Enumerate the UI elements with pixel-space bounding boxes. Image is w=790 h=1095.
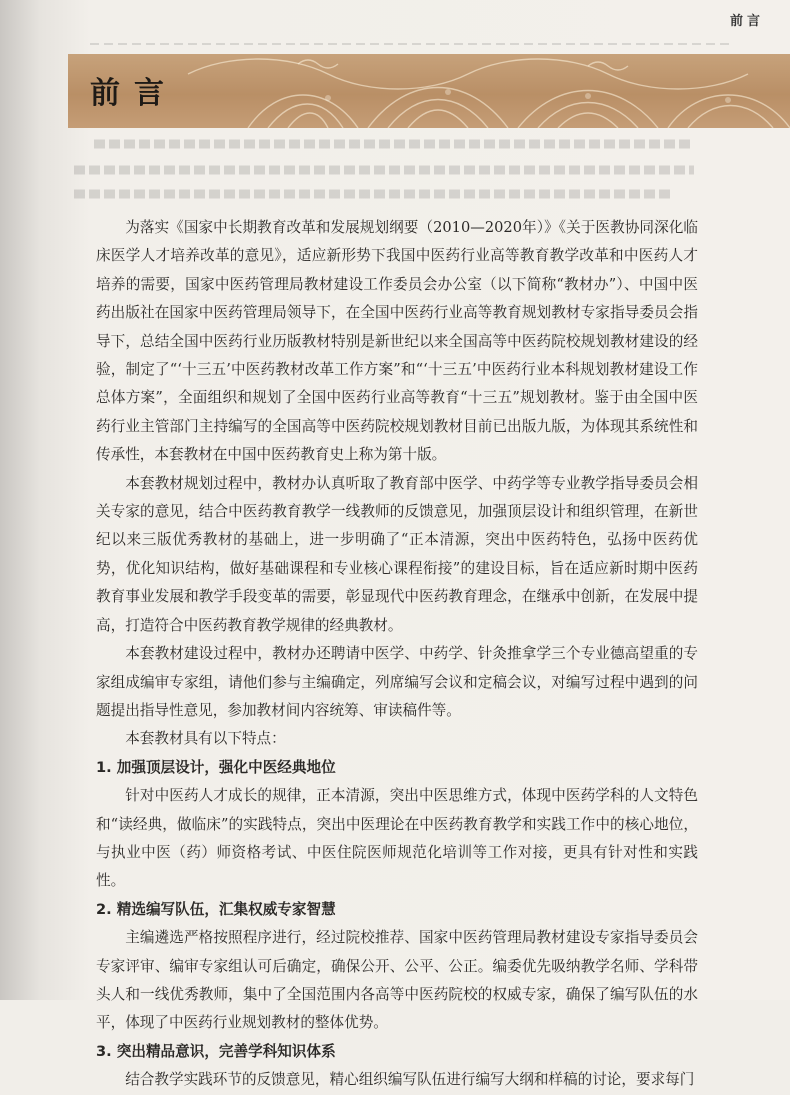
paragraph: 本套教材具有以下特点：	[125, 730, 286, 748]
section-heading: 2. 精选编写队伍，汇集权威专家智慧	[96, 900, 336, 918]
paragraph: 为落实《国家中长期教育改革和发展规划纲要（2010—2020年）》《关于医教协同深化临床医学人才培养改革的意见》，适应新形势下我国中医药行业高等教育教学改革和中医药人才培养的需要，国家中医药管理局教材建设工作委员会办公室（以下简称“教材办”）、中国中医药出版社在国家中医药管理局领导下，在全国中医药行业高等教育规划教材专家指导委员会指导下，总结全国中医药行业历版教材特别是新世纪以来全国高等中医药院校规划教材建设的经验，制定了“‘十三五’中医药教材改革工作方案”和“‘十三五’中医药行业本科规划教材建设工作总体方案”，全面组织和规划了全国中医药行业高等教育“十三五”规划教材。鉴于由全国中医药行业主管部门主持编写的全国高等中医药院校规划教材目前已出版九版，为体现其系统性和传承性，本套教材在中国中医药教育史上称为第十版。	[96, 219, 698, 464]
running-head: 前言	[729, 14, 764, 29]
paragraph: 本套教材规划过程中，教材办认真听取了教育部中医学、中药学等专业教学指导委员会相关专家的意见，结合中医药教育教学一线教师的反馈意见，加强顶层设计和组织管理，在新世纪以来三版优秀教材的基础上，进一步明确了“正本清源，突出中医药特色，弘扬中医药优势，优化知识结构，做好基础课程和专业核心课程衔接”的建设目标，旨在适应新时期中医药教育事业发展和教学手段变革的需要，彰显现代中医药教育理念，在继承中创新，在发展中提高，打造符合中医药教育教学规律的经典教材。	[96, 474, 698, 634]
preface-banner	[68, 54, 790, 128]
paragraph: 主编遴选严格按照程序进行，经过院校推荐、国家中医药管理局教材建设专家指导委员会专家评审、编审专家组认可后确定，确保公开、公平、公正。编委优先吸纳教学名师、学科带头人和一线优秀教师，集中了全国范围内各高等中医药院校的权威专家，确保了编写队伍的水平，体现了中医药行业规划教材的整体优势。	[96, 929, 698, 1032]
bleed-through-decoration	[74, 136, 714, 206]
bleed-through-decoration	[90, 36, 730, 52]
paragraph: 本套教材建设过程中，教材办还聘请中医学、中药学、针灸推拿学三个专业德高望重的专家组成编审专家组，请他们参与主编确定，列席编写会议和定稿会议，对编写过程中遇到的问题提出指导性意见，参加教材间内容统筹、审读稿件等。	[96, 645, 698, 719]
paragraph: 结合教学实践环节的反馈意见，精心组织编写队伍进行编写大纲和样稿的讨论，要求每门	[125, 1071, 695, 1089]
paragraph: 针对中医药人才成长的规律，正本清源，突出中医思维方式，体现中医药学科的人文特色和“读经典，做临床”的实践特点，突出中医理论在中医药教育教学和实践工作中的核心地位，与执业中医（药）师资格考试、中医住院医师规范化培训等工作对接，更具有针对性和实践性。	[96, 787, 698, 890]
page-title: 前言	[90, 76, 178, 111]
section-heading: 1. 加强顶层设计，强化中医经典地位	[96, 758, 336, 776]
preface-body	[96, 214, 698, 1095]
section-heading: 3. 突出精品意识，完善学科知识体系	[96, 1042, 336, 1060]
